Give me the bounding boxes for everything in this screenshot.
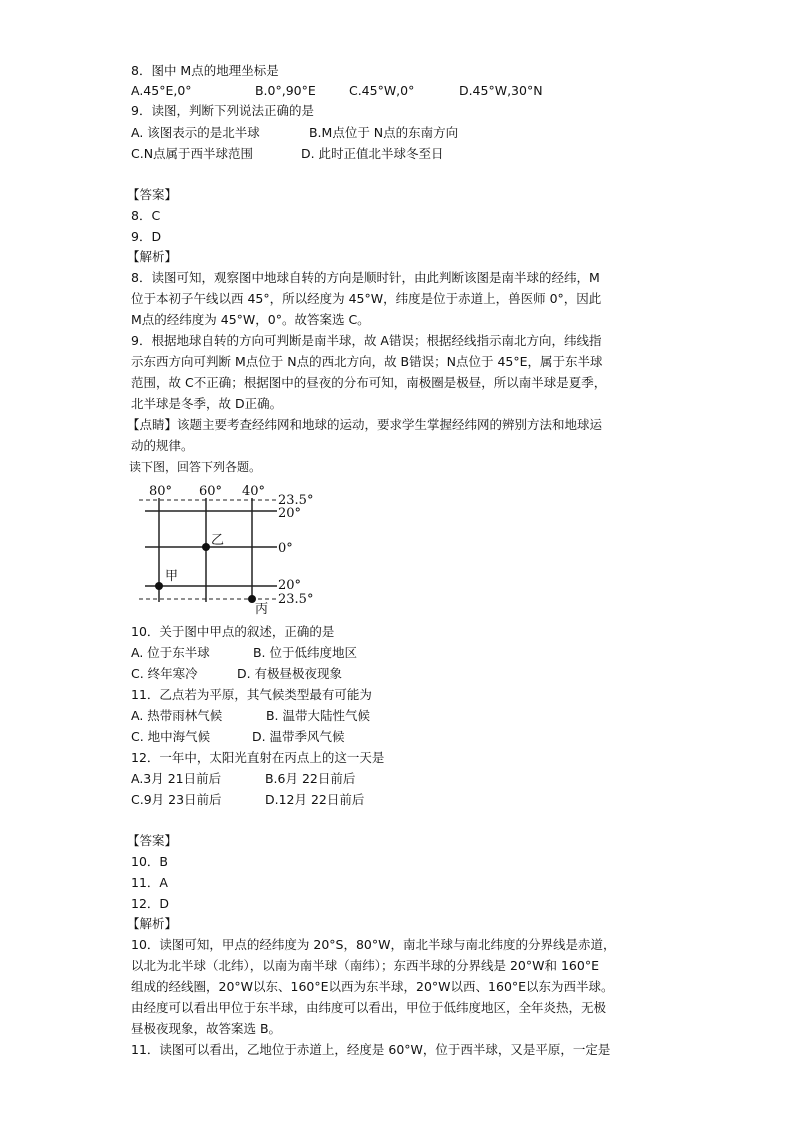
q9-stem: 9．读图，判断下列说法正确的是	[131, 103, 314, 118]
analysis-line: 10．读图可知，甲点的经纬度为 20°S，80°W，南北半球与南北纬度的分界线是赤道，	[131, 937, 616, 952]
q9-options-row2	[131, 146, 444, 162]
lat-lon-grid-diagram	[131, 482, 331, 621]
key-point-line: 【点睛】该题主要考查经纬网和地球的运动，要求学生掌握经纬网的辨别方法和地球运	[127, 417, 603, 432]
q8-option-d: D.45°W,30°N	[458, 83, 543, 98]
point-yi	[202, 543, 210, 551]
key-point-line: 动的规律。	[131, 438, 194, 453]
q10-option-c: C. 终年寒冷	[131, 666, 198, 681]
answer-line: 9．D	[131, 229, 162, 244]
analysis-heading: 【解析】	[127, 249, 178, 264]
question-intro: 读下图，回答下列各题。	[129, 460, 262, 474]
q12-option-b: B.6月 22日前后	[264, 771, 356, 786]
q9-option-b: B.M点位于 N点的东南方向	[308, 125, 459, 140]
q9-option-a: A. 该图表示的是北半球	[131, 125, 260, 140]
q10-stem: 10．关于图中甲点的叙述，正确的是	[131, 624, 335, 639]
analysis-line: 以北为北半球（北纬），以南为南半球（南纬）；东西半球的分界线是 20°W和 160°E	[131, 958, 599, 973]
analysis-line: M点的经纬度为 45°W，0°。故答案选 C。	[131, 312, 370, 327]
answer-heading: 【答案】	[127, 833, 178, 848]
analysis-line: 位于本初子午线以西 45°，所以经度为 45°W，纬度是位于赤道上，兽医师 0°，因此	[131, 291, 602, 306]
q10-option-a: A. 位于东半球	[131, 645, 210, 660]
analysis-line: 由经度可以看出甲位于东半球，由纬度可以看出，甲位于低纬度地区，全年炎热，无极	[131, 1000, 607, 1015]
analysis-line: 组成的经线圈，20°W以东、160°E以西为东半球，20°W以西、160°E以东为西半球。	[131, 979, 614, 994]
q12-option-d: D.12月 22日前后	[264, 792, 365, 807]
q12-options-row1	[131, 771, 355, 787]
q11-stem: 11．乙点若为平原，其气候类型最有可能为	[131, 687, 372, 702]
q10-option-b: B. 位于低纬度地区	[252, 645, 358, 660]
analysis-line: 11．读图可以看出，乙地位于赤道上，经度是 60°W，位于西半球，又是平原，一定是	[131, 1042, 611, 1057]
answer-line: 10．B	[131, 854, 168, 869]
q9-option-d: D. 此时正值北半球冬至日	[300, 146, 444, 161]
lat-label-0: 0°	[278, 541, 293, 556]
lon-label-40: 40°	[242, 484, 266, 499]
q12-option-c: C.9月 23日前后	[131, 792, 222, 807]
point-bing-label: 丙	[255, 602, 269, 617]
answer-line: 8．C	[131, 208, 161, 223]
q11-option-c: C. 地中海气候	[131, 729, 211, 744]
lat-label-23-5n: 23.5°	[278, 493, 314, 508]
q11-options-row1	[131, 708, 370, 724]
q12-options-row2	[131, 792, 364, 808]
point-yi-label: 乙	[211, 533, 225, 548]
lon-label-60: 60°	[199, 484, 223, 499]
point-jia-label: 甲	[165, 569, 179, 584]
analysis-heading: 【解析】	[127, 916, 178, 931]
q11-options-row2	[131, 729, 345, 745]
q8-stem: 8．图中 M点的地理坐标是	[131, 63, 279, 78]
analysis-line: 8．读图可知，观察图中地球自转的方向是顺时针，由此判断该图是南半球的经纬，M	[131, 270, 600, 285]
q12-option-a: A.3月 21日前后	[131, 771, 222, 786]
analysis-line: 范围，故 C不正确；根据图中的昼夜的分布可知，南极圈是极昼，所以南半球是夏季，	[131, 375, 607, 390]
q10-options-row2	[131, 666, 342, 682]
q8-option-c: C.45°W,0°	[348, 83, 415, 98]
analysis-line: 昼极夜现象，故答案选 B。	[131, 1021, 282, 1036]
q9-options-row1	[131, 125, 458, 141]
analysis-line: 北半球是冬季，故 D正确。	[131, 396, 283, 411]
q9-option-c: C.N点属于西半球范围	[131, 146, 254, 161]
q10-option-d: D. 有极昼极夜现象	[236, 666, 343, 681]
answer-heading: 【答案】	[127, 187, 178, 202]
q10-options-row1	[131, 645, 357, 661]
analysis-line: 9．根据地球自转的方向可判断是南半球，故 A错误；根据经线指示南北方向，纬线指	[131, 333, 602, 348]
point-jia	[155, 582, 163, 590]
answer-line: 12．D	[131, 896, 170, 911]
q8-options	[131, 83, 543, 99]
q11-option-a: A. 热带雨林气候	[131, 708, 223, 723]
lon-label-80: 80°	[149, 484, 173, 499]
q8-option-a: A.45°E,0°	[131, 83, 192, 98]
q12-stem: 12．一年中，太阳光直射在丙点上的这一天是	[131, 750, 385, 765]
q8-option-b: B.0°,90°E	[254, 83, 316, 98]
lat-label-23-5s: 23.5°	[278, 592, 314, 607]
lat-label-20s: 20°	[278, 578, 302, 593]
q11-option-d: D. 温带季风气候	[251, 729, 345, 744]
answer-line: 11．A	[131, 875, 168, 890]
analysis-line: 示东西方向可判断 M点位于 N点的西北方向，故 B错误；N点位于 45°E，属于东半球	[131, 354, 603, 369]
q11-option-b: B. 温带大陆性气候	[265, 708, 371, 723]
lat-label-20n: 20°	[278, 506, 302, 521]
